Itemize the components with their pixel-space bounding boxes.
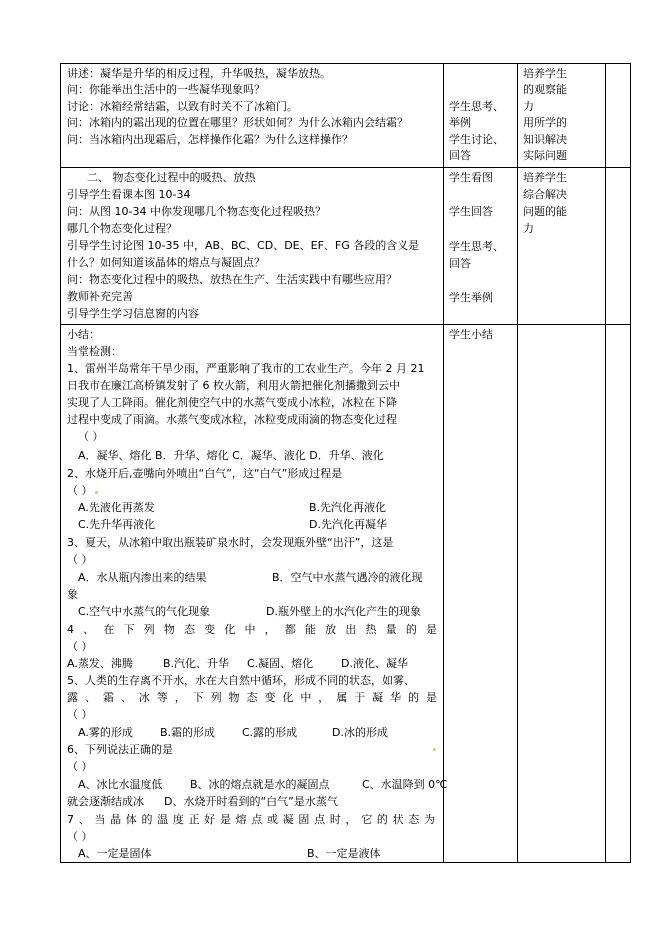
table-border-right: [630, 63, 631, 863]
q5-option-d: D.冰的形成: [332, 726, 388, 739]
table-border-left: [60, 63, 61, 863]
row1-line-3: 讨论：冰箱经常结霜，以致有时关不了冰箱门。: [67, 100, 298, 113]
row2-line-5: 引导学生讨论图 10-35 中，AB、BC、CD、DE、EF、FG 各段的含义是: [67, 239, 420, 252]
q3-option-c: C.空气中水蒸气的气化现象: [78, 605, 211, 618]
q2-option-b: B.先汽化再液化: [309, 501, 387, 514]
q5-answer-blank: （ ）: [67, 708, 93, 721]
row2-student-3: 学生思考、: [449, 240, 504, 253]
q4-option-a: A.蒸发、沸腾: [67, 657, 133, 670]
q1-options: A．凝华、熔化 B．升华、熔化 C．凝华、液化 D．升华、液化: [78, 449, 384, 462]
q6-option-d: D、水烧开时看到的“白气”是水蒸气: [164, 795, 338, 808]
row-divider-1: [60, 167, 631, 168]
q5-option-b: B.霜的形成: [160, 726, 216, 739]
q5-option-a: A.雾的形成: [78, 726, 133, 739]
q5-option-c: C.露的形成: [242, 726, 298, 739]
q3-stem: 3、夏天，从冰箱中取出瓶装矿泉水时，会发现瓶外壁“出汗”，这是: [67, 536, 394, 549]
q3-option-b: B．空气中水蒸气遇冷的液化现: [272, 571, 423, 584]
row2-line-2: 引导学生看课本图 10-34: [67, 188, 191, 201]
q4-option-d: D.液化、凝华: [341, 657, 408, 670]
summary-label: 小结：: [67, 328, 100, 341]
row1-goal-4: 用所学的: [523, 116, 567, 129]
row2-line-7: 问：物态变化过程中的吸热、放热在生产、生活实践中有哪些应用？: [67, 273, 397, 286]
row2-line-4: 哪几个物态变化过程？: [67, 222, 177, 235]
q6-option-a: A、冰比水温度低: [78, 778, 163, 791]
q6-option-b: B、冰的熔点就是水的凝固点: [190, 778, 330, 791]
q4-option-c: C.凝固、熔化: [247, 657, 314, 670]
q6-option-c-wrap: 就会逐渐结成冰: [67, 795, 144, 808]
q2-option-a: A.先液化再蒸发: [78, 501, 155, 514]
q5-line-2: 露、霜、冰等，下列物态变化中，属于凝华的是: [67, 691, 437, 704]
row2-goal-2: 综合解决: [523, 188, 567, 201]
quiz-label: 当堂检测：: [67, 345, 122, 358]
q2-stem: 2、水烧开后,壶嘴向外喷出“白气”，这“白气”形成过程是: [67, 467, 343, 480]
row1-student-1: 学生思考、: [449, 100, 504, 113]
row-divider-2: [60, 324, 631, 325]
row2-line-9: 引导学生学习信息窗的内容: [67, 307, 199, 320]
q1-answer-blank: （ ）: [78, 430, 104, 443]
q3-option-d: D.瓶外壁上的水汽化产生的现象: [266, 605, 421, 618]
table-border-bottom: [60, 862, 631, 863]
q7-option-a: A、一定是固体: [78, 847, 152, 860]
q2-answer-blank: （ ）: [67, 484, 93, 497]
q1-line-2: 日我市在廉江高桥镇发射了 6 枚火箭，利用火箭把催化剂播撒到云中: [67, 379, 400, 392]
row1-goal-6: 实际问题: [523, 149, 567, 162]
q3-option-b-wrap: 象: [67, 588, 78, 601]
q1-line-4: 过程中变成了雨滴。水蒸气变成冰粒，冰粒变成雨滴的物态变化过程: [67, 413, 397, 426]
row1-student-3: 学生讨论、: [449, 133, 504, 146]
row1-line-1: 讲述：凝华是升华的相反过程，升华吸热，凝华放热。: [67, 67, 331, 80]
q2-option-d: D.先汽化再凝华: [309, 518, 387, 531]
q6-answer-blank: （ ）: [67, 760, 93, 773]
margin-mark: [95, 491, 98, 494]
row2-section-heading: 二、 物态变化过程中的吸热、放热: [87, 171, 256, 184]
q3-answer-blank: （ ）: [67, 553, 93, 566]
q1-line-3: 实现了人工降雨。催化剂使空气中的水蒸气变成小冰粒，冰粒在下降: [67, 396, 397, 409]
row1-line-5: 问：当冰箱内出现霜后，怎样操作化霜？为什么这样操作？: [67, 133, 353, 146]
row2-line-6: 什么？如何知道该晶体的熔点与凝固点？: [67, 256, 265, 269]
table-border-top: [60, 63, 631, 64]
q3-option-a: A．水从瓶内渗出来的结果: [78, 571, 207, 584]
row1-goal-2: 的观察能: [523, 83, 567, 96]
column-divider-2: [517, 63, 518, 863]
row3-student-1: 学生小结: [449, 328, 493, 341]
q1-line-1: 1、雷州半岛常年干旱少雨，严重影响了我市的工农业生产。今年 2 月 21: [67, 362, 425, 375]
row2-goal-3: 问题的能: [523, 205, 567, 218]
row2-goal-1: 培养学生: [523, 171, 567, 184]
row2-student-5: 学生举例: [449, 291, 493, 304]
row2-student-2: 学生回答: [449, 205, 493, 218]
column-divider-1: [443, 63, 444, 863]
row2-student-4: 回答: [449, 257, 471, 270]
q4-stem: 4、在下列物态变化中，都能放出热量的是: [67, 623, 437, 636]
margin-mark-2: [433, 748, 436, 751]
row2-goal-4: 力: [523, 222, 534, 235]
row1-student-4: 回答: [449, 149, 471, 162]
q4-answer-blank: （ ）: [67, 640, 93, 653]
q7-option-b: B、一定是液体: [307, 847, 381, 860]
row1-line-4: 问：冰箱内的霜出现的位置在哪里？形状如何？为什么冰箱内会结霜？: [67, 116, 408, 129]
row2-line-8: 教师补充完善: [67, 290, 133, 303]
q5-line-1: 5、人类的生存离不开水，水在大自然中循环，形成不同的状态，如雾、: [67, 674, 415, 687]
q6-stem: 6、下列说法正确的是: [67, 743, 173, 756]
q4-option-b: B.汽化、升华: [163, 657, 230, 670]
column-divider-3: [605, 63, 606, 863]
row1-line-2: 问：你能举出生活中的一些凝华现象吗？: [67, 83, 265, 96]
q7-stem: 7、当晶体的温度正好是熔点或凝固点时，它的状态为: [67, 813, 435, 826]
row1-goal-5: 知识解决: [523, 133, 567, 146]
row1-student-2: 举例: [449, 116, 471, 129]
row1-goal-1: 培养学生: [523, 67, 567, 80]
row2-line-3: 问：从图 10-34 中你发现哪几个物态变化过程吸热？: [67, 205, 326, 218]
q2-option-c: C.先升华再液化: [78, 518, 156, 531]
row2-student-1: 学生看图: [449, 171, 493, 184]
q6-option-c: C、水温降到 0℃: [362, 778, 448, 791]
row1-goal-3: 力: [523, 100, 534, 113]
q7-answer-blank: （ ）: [67, 830, 93, 843]
